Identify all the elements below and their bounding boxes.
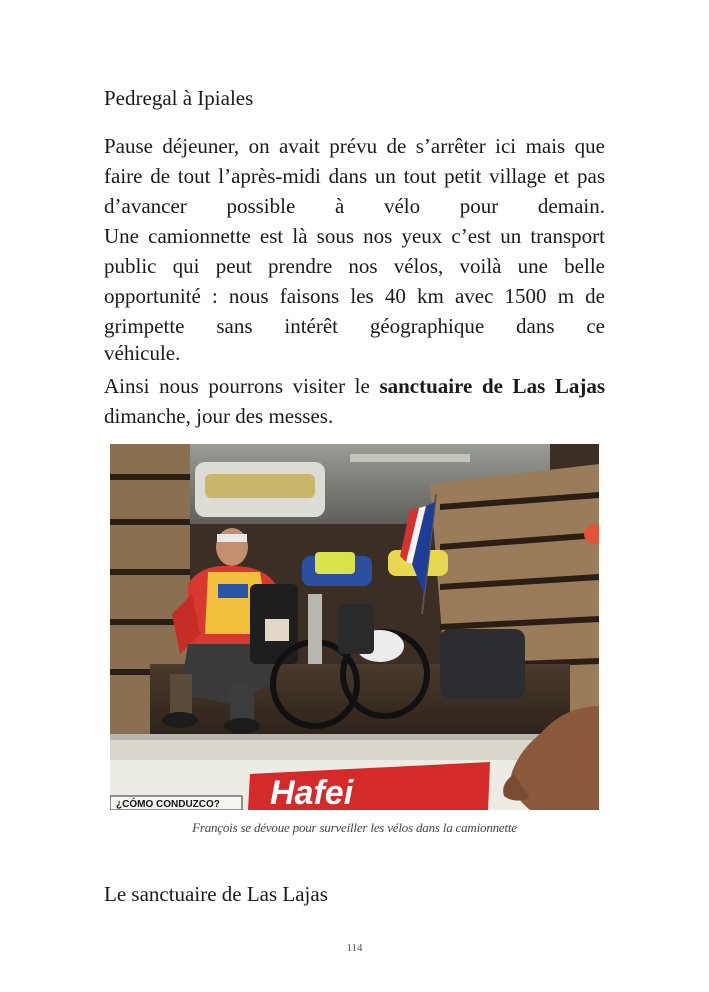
photo-van-with-bikes xyxy=(110,444,599,810)
paragraph-sanctuary-visit xyxy=(104,371,605,431)
section-heading-las-lajas: Le sanctuaire de Las Lajas xyxy=(104,882,328,906)
paragraph-sanctuary-text-after: dimanche, jour des messes. xyxy=(104,404,334,428)
paragraph-van-transport: Une camionnette est là sous nos yeux c’est un transport public qui peut prendre nos vélos, voilà une belle opportunité : nous faisons les 40 km avec 1500 m de grimpette sans intérêt géographique dans ce xyxy=(104,224,605,338)
photo-caption: François se dévoue pour surveiller les vélos dans la camionnette xyxy=(192,820,517,835)
section-heading-pedregal: Pedregal à Ipiales xyxy=(104,86,254,110)
sanctuary-name-bold: sanctuaire de Las Lajas xyxy=(379,374,605,398)
paragraph-lunch-break: Pause déjeuner, on avait prévu de s’arrêter ici mais que faire de tout l’après-midi dans un tout petit village et pas d’avancer possible à vélo pour demain. xyxy=(104,134,605,218)
paragraph-sanctuary-text-before: Ainsi nous pourrons visiter le xyxy=(104,374,380,398)
paragraph-van-transport-end: véhicule. xyxy=(104,341,181,365)
page-number: 114 xyxy=(346,942,363,954)
truck-brand-text: Hafei xyxy=(270,774,354,810)
how-am-i-driving-sign: ¿CÓMO CONDUZCO? xyxy=(116,799,220,810)
van-photo-illustration xyxy=(110,444,599,810)
